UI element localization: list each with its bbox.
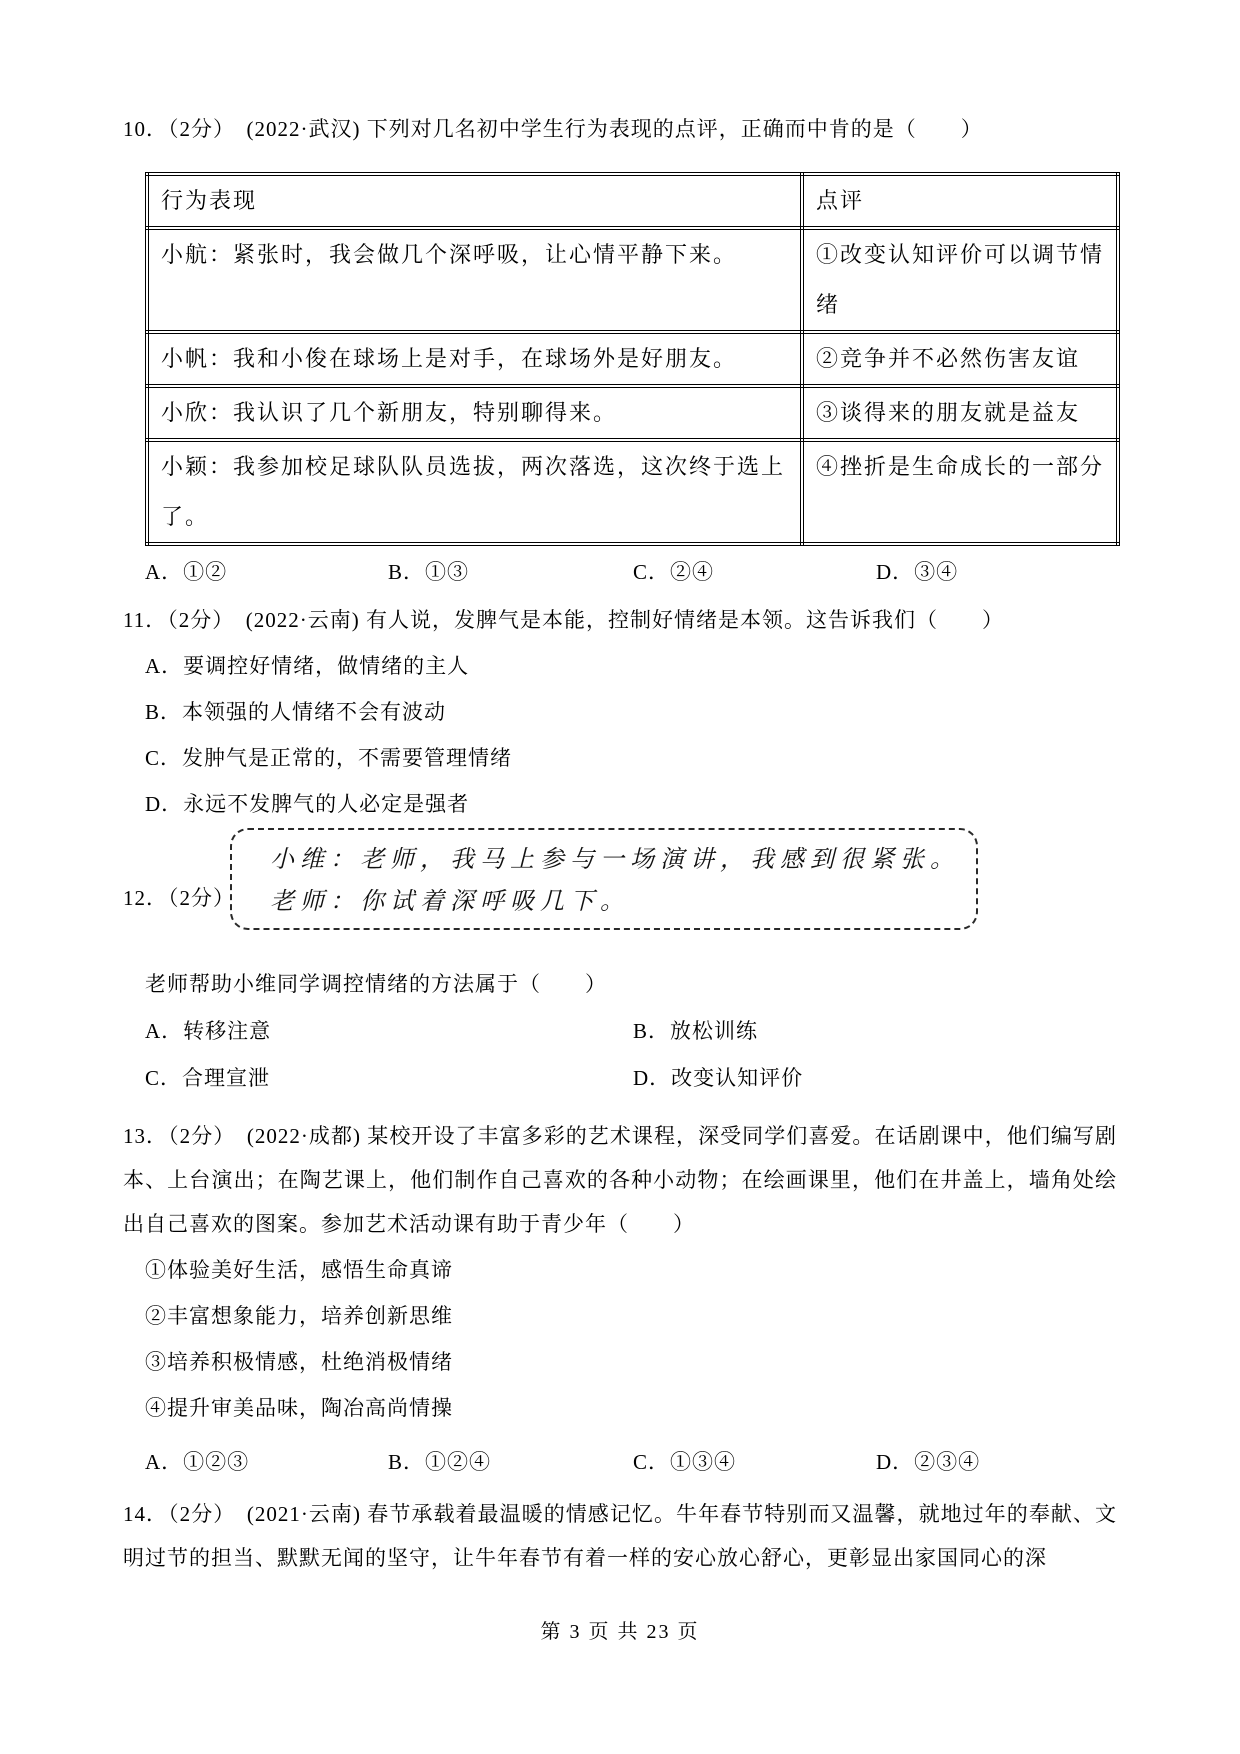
q12-options-row-2 [123, 1056, 1117, 1100]
table-header-behavior: 行为表现 [147, 174, 802, 228]
option-d: D．改变认知评价 [633, 1066, 804, 1090]
option-b: B．放松训练 [633, 1019, 759, 1043]
option-d: D．②③④ [876, 1450, 981, 1474]
option-d: D．永远不发脾气的人必定是强者 [145, 792, 470, 816]
table-cell: 小欣：我认识了几个新朋友，特别聊得来。 [147, 386, 802, 440]
table-cell: 小颖：我参加校足球队队员选拔，两次落选，这次终于选上了。 [147, 440, 802, 544]
item-3: ③培养积极情感，杜绝消极情绪 [145, 1350, 453, 1374]
option-d: D．③④ [876, 560, 959, 584]
table-cell: ①改变认知评价可以调节情绪 [802, 228, 1118, 332]
option-c: C．①③④ [633, 1450, 737, 1474]
table-header-row [147, 174, 1118, 228]
option-c: C．②④ [633, 560, 715, 584]
table-header-comment: 点评 [802, 174, 1118, 228]
q12-number-label: 12．（2分） [123, 886, 235, 910]
table-cell: 小航：紧张时，我会做几个深呼吸，让心情平静下来。 [147, 228, 802, 332]
option-b: B．本领强的人情绪不会有波动 [145, 700, 447, 724]
question-13 [123, 1114, 1117, 1484]
q12-dialog-box [230, 828, 978, 930]
question-12 [123, 828, 1117, 1100]
option-c: C．合理宣泄 [145, 1066, 271, 1090]
q12-stem: 老师帮助小维同学调控情绪的方法属于（ ） [145, 972, 607, 996]
q11-options [123, 644, 1117, 826]
q10-stem: 10．（2分） (2022·武汉) 下列对几名初中学生行为表现的点评，正确而中肯的是（ ） [123, 117, 983, 141]
table-cell: ②竞争并不必然伤害友谊 [802, 332, 1118, 386]
table-row [147, 386, 1118, 440]
table-cell: ③谈得来的朋友就是益友 [802, 386, 1118, 440]
table-row [147, 228, 1118, 332]
table-row [147, 440, 1118, 544]
option-a: A．①②③ [145, 1450, 250, 1474]
q13-items [123, 1248, 1117, 1430]
page-footer: 第 3 页 共 23 页 [540, 1621, 700, 1643]
table-cell: 小帆：我和小俊在球场上是对手，在球场外是好朋友。 [147, 332, 802, 386]
question-11 [123, 598, 1117, 826]
dialog-line-student: 小维：老师，我马上参与一场演讲，我感到很紧张。 [270, 847, 960, 873]
q10-behavior-table [145, 172, 1120, 546]
q12-options-row-1 [123, 1009, 1117, 1053]
option-a: A．①② [145, 560, 228, 584]
option-c: C．发肿气是正常的，不需要管理情绪 [145, 746, 513, 770]
dialog-line-teacher: 老师：你试着深呼吸几下。 [270, 889, 630, 915]
q14-stem: 14．（2分） (2021·云南) 春节承载着最温暖的情感记忆。牛年春节特别而又温馨，就地过年的奉献、文明过节的担当、默默无闻的坚守，让牛年春节有着一样的安心放心舒心，更彰显出家国同心的深 [123, 1502, 1117, 1570]
option-b: B．①②④ [388, 1450, 492, 1474]
item-1: ①体验美好生活，感悟生命真谛 [145, 1258, 453, 1282]
question-10 [123, 107, 1117, 594]
table-row [147, 332, 1118, 386]
item-4: ④提升审美品味，陶冶高尚情操 [145, 1396, 453, 1420]
q13-options [123, 1440, 1117, 1484]
q13-stem: 13．（2分） (2022·成都) 某校开设了丰富多彩的艺术课程，深受同学们喜爱。在话剧课中，他们编写剧本、上台演出；在陶艺课上，他们制作自己喜欢的各种小动物；在绘画课里，他们在井盖上，墙角处绘出自己喜欢的图案。参加艺术活动课有助于青少年（ ） [123, 1124, 1117, 1236]
q11-stem: 11．（2分） (2022·云南) 有人说，发脾气是本能，控制好情绪是本领。这告诉我们（ ） [123, 608, 1004, 632]
q10-options [123, 550, 1117, 594]
option-a: A．要调控好情绪，做情绪的主人 [145, 654, 470, 678]
question-14 [123, 1492, 1117, 1580]
option-b: B．①③ [388, 560, 470, 584]
option-a: A．转移注意 [145, 1019, 272, 1043]
table-cell: ④挫折是生命成长的一部分 [802, 440, 1118, 544]
item-2: ②丰富想象能力，培养创新思维 [145, 1304, 453, 1328]
